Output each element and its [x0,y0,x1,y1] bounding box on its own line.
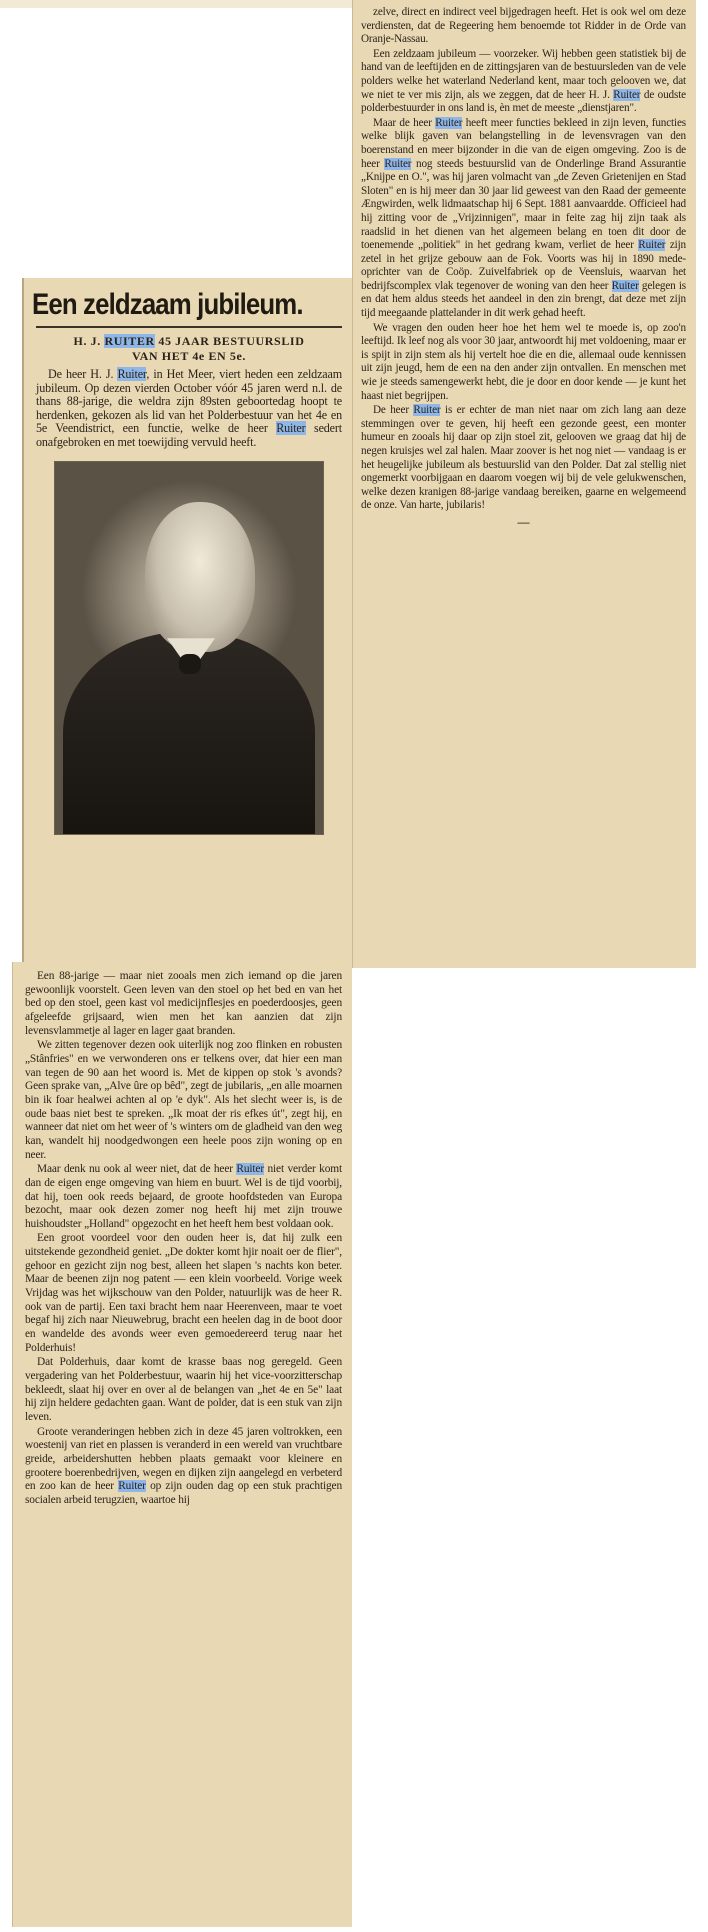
highlight-ruiter: Ruiter [276,421,306,436]
highlight-ruiter: Ruiter [613,88,641,101]
highlight-ruiter: Ruiter [384,157,412,170]
highlight-ruiter: Ruiter [117,367,147,381]
paragraph: We zitten tegenover dezen ook uiterlijk nog zoo flinken en robusten „Stânfries" en we verwonderen ons er telkens over, dat hier een man van tegen de 90 aan het woord is. Met de kippen op stok 's avonds? Geen sprake van, „Alve ûre op bêd", zegt de jubilaris, „en alle moarnen bin ik foar healwei achten al op 'e dyk". Als het slecht weer is, is de oude baas niet best te spreken. „Ik moat der ris efkes út", zegt hij, en wanneer dat niet om het weer of 's winters om de gladheid van den weg kan, wandelt hij noodgedwongen een heele poos zijn woning op en neer. [25,1039,342,1161]
highlight-ruiter: Ruiter [236,1163,264,1176]
paragraph: Een 88-jarige — maar niet zooals men zich iemand op die jaren gewoonlijk voorstelt. Geen leven van den stoel op het bed en van het bed op den stoel, geen kast vol medicijnflesjes en poederdoosjes, geen afgeleefde grijsaard, wien men het kan aanzien dat zijn levensvlammetje al lager en lager gaat branden. [25,970,342,1037]
highlight-ruiter: Ruiter [435,116,463,129]
paragraph: Groote veranderingen hebben zich in deze 45 jaren voltrokken, een woestenij van riet en plassen is veranderd in een wereld van vruchtbare greide, arbeidershutten hebben plaats gemaakt voor kleinere en grootere boerenbedrijven, wegen en dijken zijn aangelegd en verbeterd en zoo kan de heer Ruiter op zijn ouden dag op een stuk prachtigen socialen arbeid terugzien, waartoe hij [25,1425,342,1506]
highlight-ruiter: Ruiter [638,239,666,252]
subheadline: H. J. RUITER 45 JAAR BESTUURSLID VAN HET 4e EN 5e. [73,334,305,363]
highlight-ruiter: Ruiter [413,404,441,417]
clipping-left-column [12,962,352,1927]
portrait-head [145,502,255,652]
clipping-right-column [352,0,696,968]
paragraph: zelve, direct en indirect veel bijgedragen heeft. Het is ook wel om deze verdiensten, dat de Regeering hem benoemde tot Ridder in de Orde van Oranje-Nassau. [361,6,686,46]
paragraph: Een groot voordeel voor den ouden heer is, dat hij zulk een uitstekende gezondheid geniet. „De dokter komt hjir noait oer de flier", gehoor en gezicht zijn nog best, alleen het slapen 's nachts kon beter. Maar de beenen zijn nog patent — een klein voorbeeld. Vorige week Vrijdag was het wijkschouw van den Polder, natuurlijk was de heer R. ook van de partij. Een taxi bracht hem naar Heerenveen, maar te voet begaf hij zich naar Nieuwebrug, bracht een heelen dag in de boot door en wandelde des avonds weer even gemoedereerd terug naar het Polderhuis! [25,1232,342,1354]
top-edge-strip [0,0,352,8]
paragraph: Maar de heer Ruiter heeft meer functies bekleed in zijn leven, functies welke blijk gaven van belangstelling in de levensvragen van den boerenstand en meer bijzonder in die van de eigen omgeving. Zoo is de heer Ruiter nog steeds bestuurslid van de Onderlinge Brand Assurantie „Knijpe en O.", was hij jaren volmacht van „de Zeven Grietenijen en Stad Sloten" en is hij meer dan 30 jaar lid geweest van den Raad der gemeente Ængwirden, welk lidmaatschap hij 6 Sept. 1881 aanvaardde. Officieel had hij zitting voor de „Vrijzinnigen", maar in feite zag hij zijn taak als raadslid in het dienen van het algemeen belang en toen dit door de toenemende „politiek" in het gedrang kwam, verliet de heer Ruiter zijn zetel in het grijze gebouw aan de Fok. Voorts was hij in 1890 mede-oprichter van de Coöp. Zuivelfabriek op de Veensluis, waarvan het bedrijfscomplex vlak tegenover de woning van den heer Ruiter gelegen is en dat hem aldus steeds het aandeel in den zin brengt, dat deze met zijn tijd meegaande plattelander in dit werk gehad heeft. [361,116,686,320]
intro-paragraph: De heer H. J. Ruiter, in Het Meer, viert heden een zeldzaam jubileum. Op dezen vierden October vóór 45 jaren werd n.l. de thans 88-jarige, die weldra zijn 89sten geboortedag hoopt te herdenken, gekozen als lid van het Polderbestuur van het 4e en 5e Veendistrict, een functie, welke de heer Ruiter sedert onafgebroken en met toewijding vervuld heeft. [36,367,342,449]
paragraph: Maar denk nu ook al weer niet, dat de heer Ruiter niet verder komt dan de eigen enge omgeving van hiem en buurt. Wel is de tijd voorbij, dat hij, toen ook reeds bejaard, de groote hoofdsteden van Europa bezocht, maar ook dezen zomer nog heeft hij met zijn trouwe huishoudster „Holland" opgezocht en het heeft hem best voldaan ook. [25,1163,342,1230]
highlight-ruiter: RUITER [104,334,155,348]
highlight-ruiter: Ruiter [611,279,639,292]
headline: Een zeldzaam jubileum. [32,288,303,321]
paragraph: We vragen den ouden heer hoe het hem wel te moede is, op zoo'n leeftijd. Ik leef nog als voor 30 jaar, antwoordt hij met voldoening, maar er is spijt in zijn stem als hij vertelt hoe die en die, allemaal oude kennissen uit zijn jeugd, hem de een na den ander zijn ontvallen. En menschen met wie je steeds samengewerkt hebt, die je door en door kende — je kunt het haast niet begrijpen. [361,321,686,402]
paragraph: Een zeldzaam jubileum — voorzeker. Wij hebben geen statistiek bij de hand van de leeftijden en de zittingsjaren van de bestuursleden van de vele polders welke het waterland Nederland kent, maar toch gelooven we, dat we niet te ver mis zijn, als we zeggen, dat de heer H. J. Ruiter de oudste polderbestuurder in ons land is, èn met de meeste „dienstjaren". [361,47,686,115]
clipping-headline-block [22,278,352,962]
portrait-tie [179,654,201,674]
end-mark: — [517,514,530,529]
highlight-ruiter: Ruiter [118,1480,146,1493]
portrait-photo [54,461,324,835]
paragraph: Dat Polderhuis, daar komt de krasse baas nog geregeld. Geen vergadering van het Polderbestuur, waarin hij het vice-voorzitterschap bekleedt, slaat hij over en over al de belangen van „het 4e en 5e" laat hij zijn heldere gedachten gaan. Want de polder, dat is een stuk van zijn leven. [25,1356,342,1423]
headline-rule [36,326,342,328]
paragraph: De heer Ruiter is er echter de man niet naar om zich lang aan deze stemmingen over te geven, hij heeft een gezonde geest, een monter humeur en zooals hij daar op zijn stoel zit, gelooven we graag dat hij de negen kruisjes wel zal halen. Maar zoover is het nog niet — vandaag is er het heugelijke jubileum als bestuurslid van den Polder. Dat zal stellig niet ongemerkt voorbijgaan en daarom voegen wij bij de vele gelukwenschen, welke dezen kranigen 88-jarige vandaag bereiken, gaarne en welgemeend de onze. Van harte, jubilaris! [361,404,686,512]
